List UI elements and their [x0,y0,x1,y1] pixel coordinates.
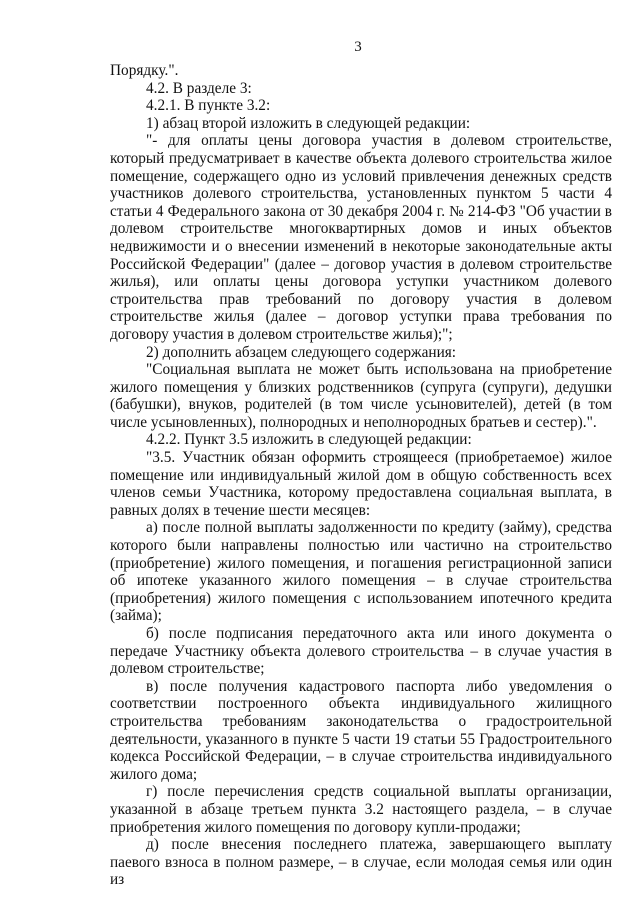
paragraph-item-1: 1) абзац второй изложить в следующей редакции: [146,114,471,132]
paragraph-subitem-g: г) после перечисления средств социальной выплаты организации, указанной в абзаце третьем пункта 3.2 настоящего раздела, – в случае приобретения жилого помещения по договору купли-продажи; [110,783,612,836]
paragraph-clause-3-5: "3.5. Участник обязан оформить строящееся (приобретаемое) жилое помещение или индивидуальный жилой дом в общую собственность всех членов семьи Участника, которому предоставлена социальная выплата, в равных долях в течение шести месяцев: [110,449,612,519]
paragraph-subitem-d: д) после внесения последнего платежа, завершающего выплату паевого взноса в полном размере, – в случае, если молодая семья или один из [110,836,612,889]
paragraph-item-2-quote: "Социальная выплата не может быть использована на приобретение жилого помещения у близких родственников (супруга (супруги), дедушки (бабушки), внуков, родителей (в том числе усыновителей), детей (в том числе усыновленных), полнородных и неполнородных братьев и сестер).". [110,361,612,431]
page-number: 3 [354,39,362,55]
paragraph-subitem-a: а) после полной выплаты задолженности по кредиту (займу), средства которого были направлены полностью или частично на строительство (приобретение) жилого помещения, и погашения регистрационной записи об ипотеке указанного жилого помещения – в случае строительства (приобретения) жилого помещения с использованием ипотечного кредита (займа); [110,519,612,625]
paragraph-item-1-quote: "- для оплаты цены договора участия в долевом строительстве, который предусматривает в качестве объекта долевого строительства жилое помещение, содержащего одно из условий привлечения денежных средств участников долевого строительства, установленных пунктом 5 части 4 статьи 4 Федерального закона от 30 декабря 2004 г. № 214-ФЗ "Об участии в долевом строительстве многоквартирных домов и иных объектов недвижимости и о внесении изменений в некоторые законодательные акты Российской Федерации" (далее – договор участия в долевом строительстве жилья), или оплаты цены договора уступки участником долевого строительства прав требований по договору участия в долевом строительстве жилья (далее – договор уступки права требования по договору участия в долевом строительстве жилья);"; [110,132,612,343]
paragraph-item-2: 2) дополнить абзацем следующего содержания: [146,343,457,361]
paragraph-subitem-b: б) после подписания передаточного акта или иного документа о передаче Участнику объекта долевого строительства – в случае участия в долевом строительстве; [110,625,612,678]
paragraph-section-4-2-1: 4.2.1. В пункте 3.2: [146,97,271,115]
paragraph-section-4-2: 4.2. В разделе 3: [146,79,252,97]
paragraph-continuation: Порядку.". [110,62,179,79]
document-body [110,62,612,889]
paragraph-subitem-v: в) после получения кадастрового паспорта либо уведомления о соответствии построенного объекта индивидуального жилищного строительства требованиям законодательства о градостроительной деятельности, указанного в пункте 5 части 19 статьи 55 Градостроительного кодекса Российской Федерации, – в случае строительства индивидуального жилого дома; [110,677,612,783]
paragraph-section-4-2-2: 4.2.2. Пункт 3.5 изложить в следующей редакции: [146,431,472,449]
